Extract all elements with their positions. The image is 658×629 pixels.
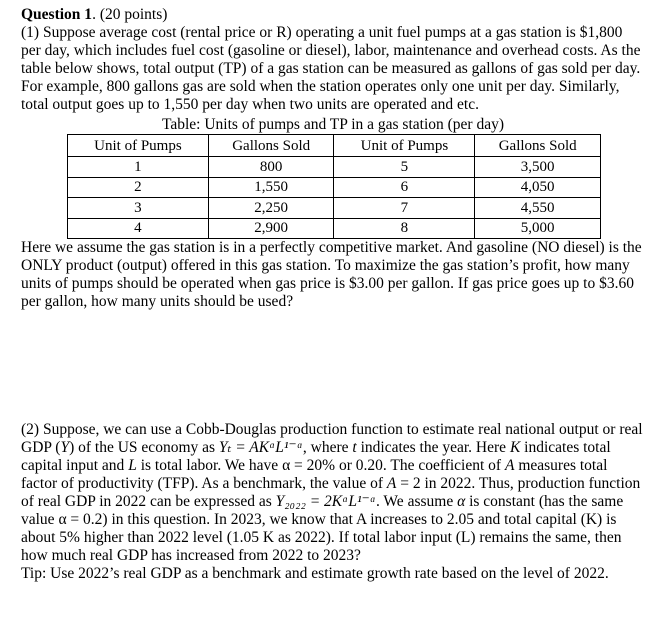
table-cell: 2,900 [208,218,334,239]
part2-text: is constant (has the same value α = 0.2) in this question. In 2023, we know that A increases to 2.05 and total capital (K) is about 5% higher than 2022 level (1.05 K as 2022). If total labor input (L) remains the same, then how much real GDP has increased from 2022 to 2023? [21,493,624,564]
math-symbol: α [457,493,466,510]
table-cell: 4,050 [475,177,601,198]
part2-tip: Tip: Use 2022’s real GDP as a benchmark and estimate growth rate based on the level of 2022. [21,565,609,582]
table-cell: 5,000 [475,218,601,239]
table-row [68,218,601,239]
part2-text: , where [302,439,353,456]
table-header: Gallons Sold [208,135,334,157]
math-symbol: t [352,439,357,456]
table-cell: 5 [334,157,475,178]
part2-paragraph [21,421,645,565]
question-points: . (20 points) [92,6,168,23]
math-symbol: A [386,475,397,492]
table-cell: 1 [68,157,209,178]
table-cell: 2 [68,177,209,198]
part2-text: indicates the year. Here [356,439,510,456]
production-formula-2022: Y₂₀₂₂ = 2KᵅL¹⁻ᵅ [275,493,376,510]
part2-text: is total labor. We have α = 20% or 0.20. The coefficient of [136,457,505,474]
table-header: Unit of Pumps [68,135,209,157]
production-formula: Yₜ = AKᵅL¹⁻ᵅ [218,439,303,456]
part2-text: (2) Suppose, we can use a Cobb-Douglas production function to estimate real national output or real GDP ( [21,421,643,456]
table-caption: Table: Units of pumps and TP in a gas station (per day) [161,116,504,133]
table-cell: 4,550 [475,198,601,219]
question-number: Question 1 [21,6,93,23]
table-header: Unit of Pumps [334,135,475,157]
table-cell: 800 [208,157,334,178]
table-cell: 2,250 [208,198,334,219]
table-header-row [68,135,601,157]
table-cell: 8 [334,218,475,239]
table-cell: 3 [68,198,209,219]
math-symbol: K [509,439,521,456]
math-symbol: Y [60,439,70,456]
pumps-table [67,134,601,239]
table-cell: 6 [334,177,475,198]
math-symbol: A [504,457,515,474]
part2-text: indicates total capital input and [21,439,611,474]
table-header: Gallons Sold [475,135,601,157]
part2-text: = 2 in 2022. Thus, production function of real GDP in 2022 can be expressed as [21,475,641,510]
table-row [68,157,601,178]
table-cell: 1,550 [208,177,334,198]
table-cell: 3,500 [475,157,601,178]
question-title [21,6,645,24]
table-row [68,198,601,219]
question-page [21,6,645,583]
table-cell: 4 [68,218,209,239]
part2-text: measures total factor of productivity (TFP). As a benchmark, the value of [21,457,608,492]
table-cell: 7 [334,198,475,219]
part2-text: . We assume [375,493,458,510]
table-row [68,177,601,198]
part1-question: Here we assume the gas station is in a perfectly competitive market. And gasoline (NO diesel) is the ONLY product (output) offered in this gas station. To maximize the gas station’s profit, how many units of pumps should be operated when gas price is $3.00 per gallon. If gas price goes up to $3.60 per gallon, how many units should be used? [21,239,642,310]
part2-text: ) of the US economy as [69,439,219,456]
math-symbol: L [128,457,137,474]
answer-space [21,311,645,421]
part1-paragraph: (1) Suppose average cost (rental price or R) operating a unit fuel pumps at a gas station is $1,800 per day, which includes fuel cost (gasoline or diesel), labor, maintenance and overhead costs. As the table below shows, total output (TP) of a gas station can be measured as gallons of gas sold per day. For example, 800 gallons gas are sold when the station operates only one unit per day. Similarly, total output goes up to 1,550 per day when two units are operated and etc. [21,24,641,113]
